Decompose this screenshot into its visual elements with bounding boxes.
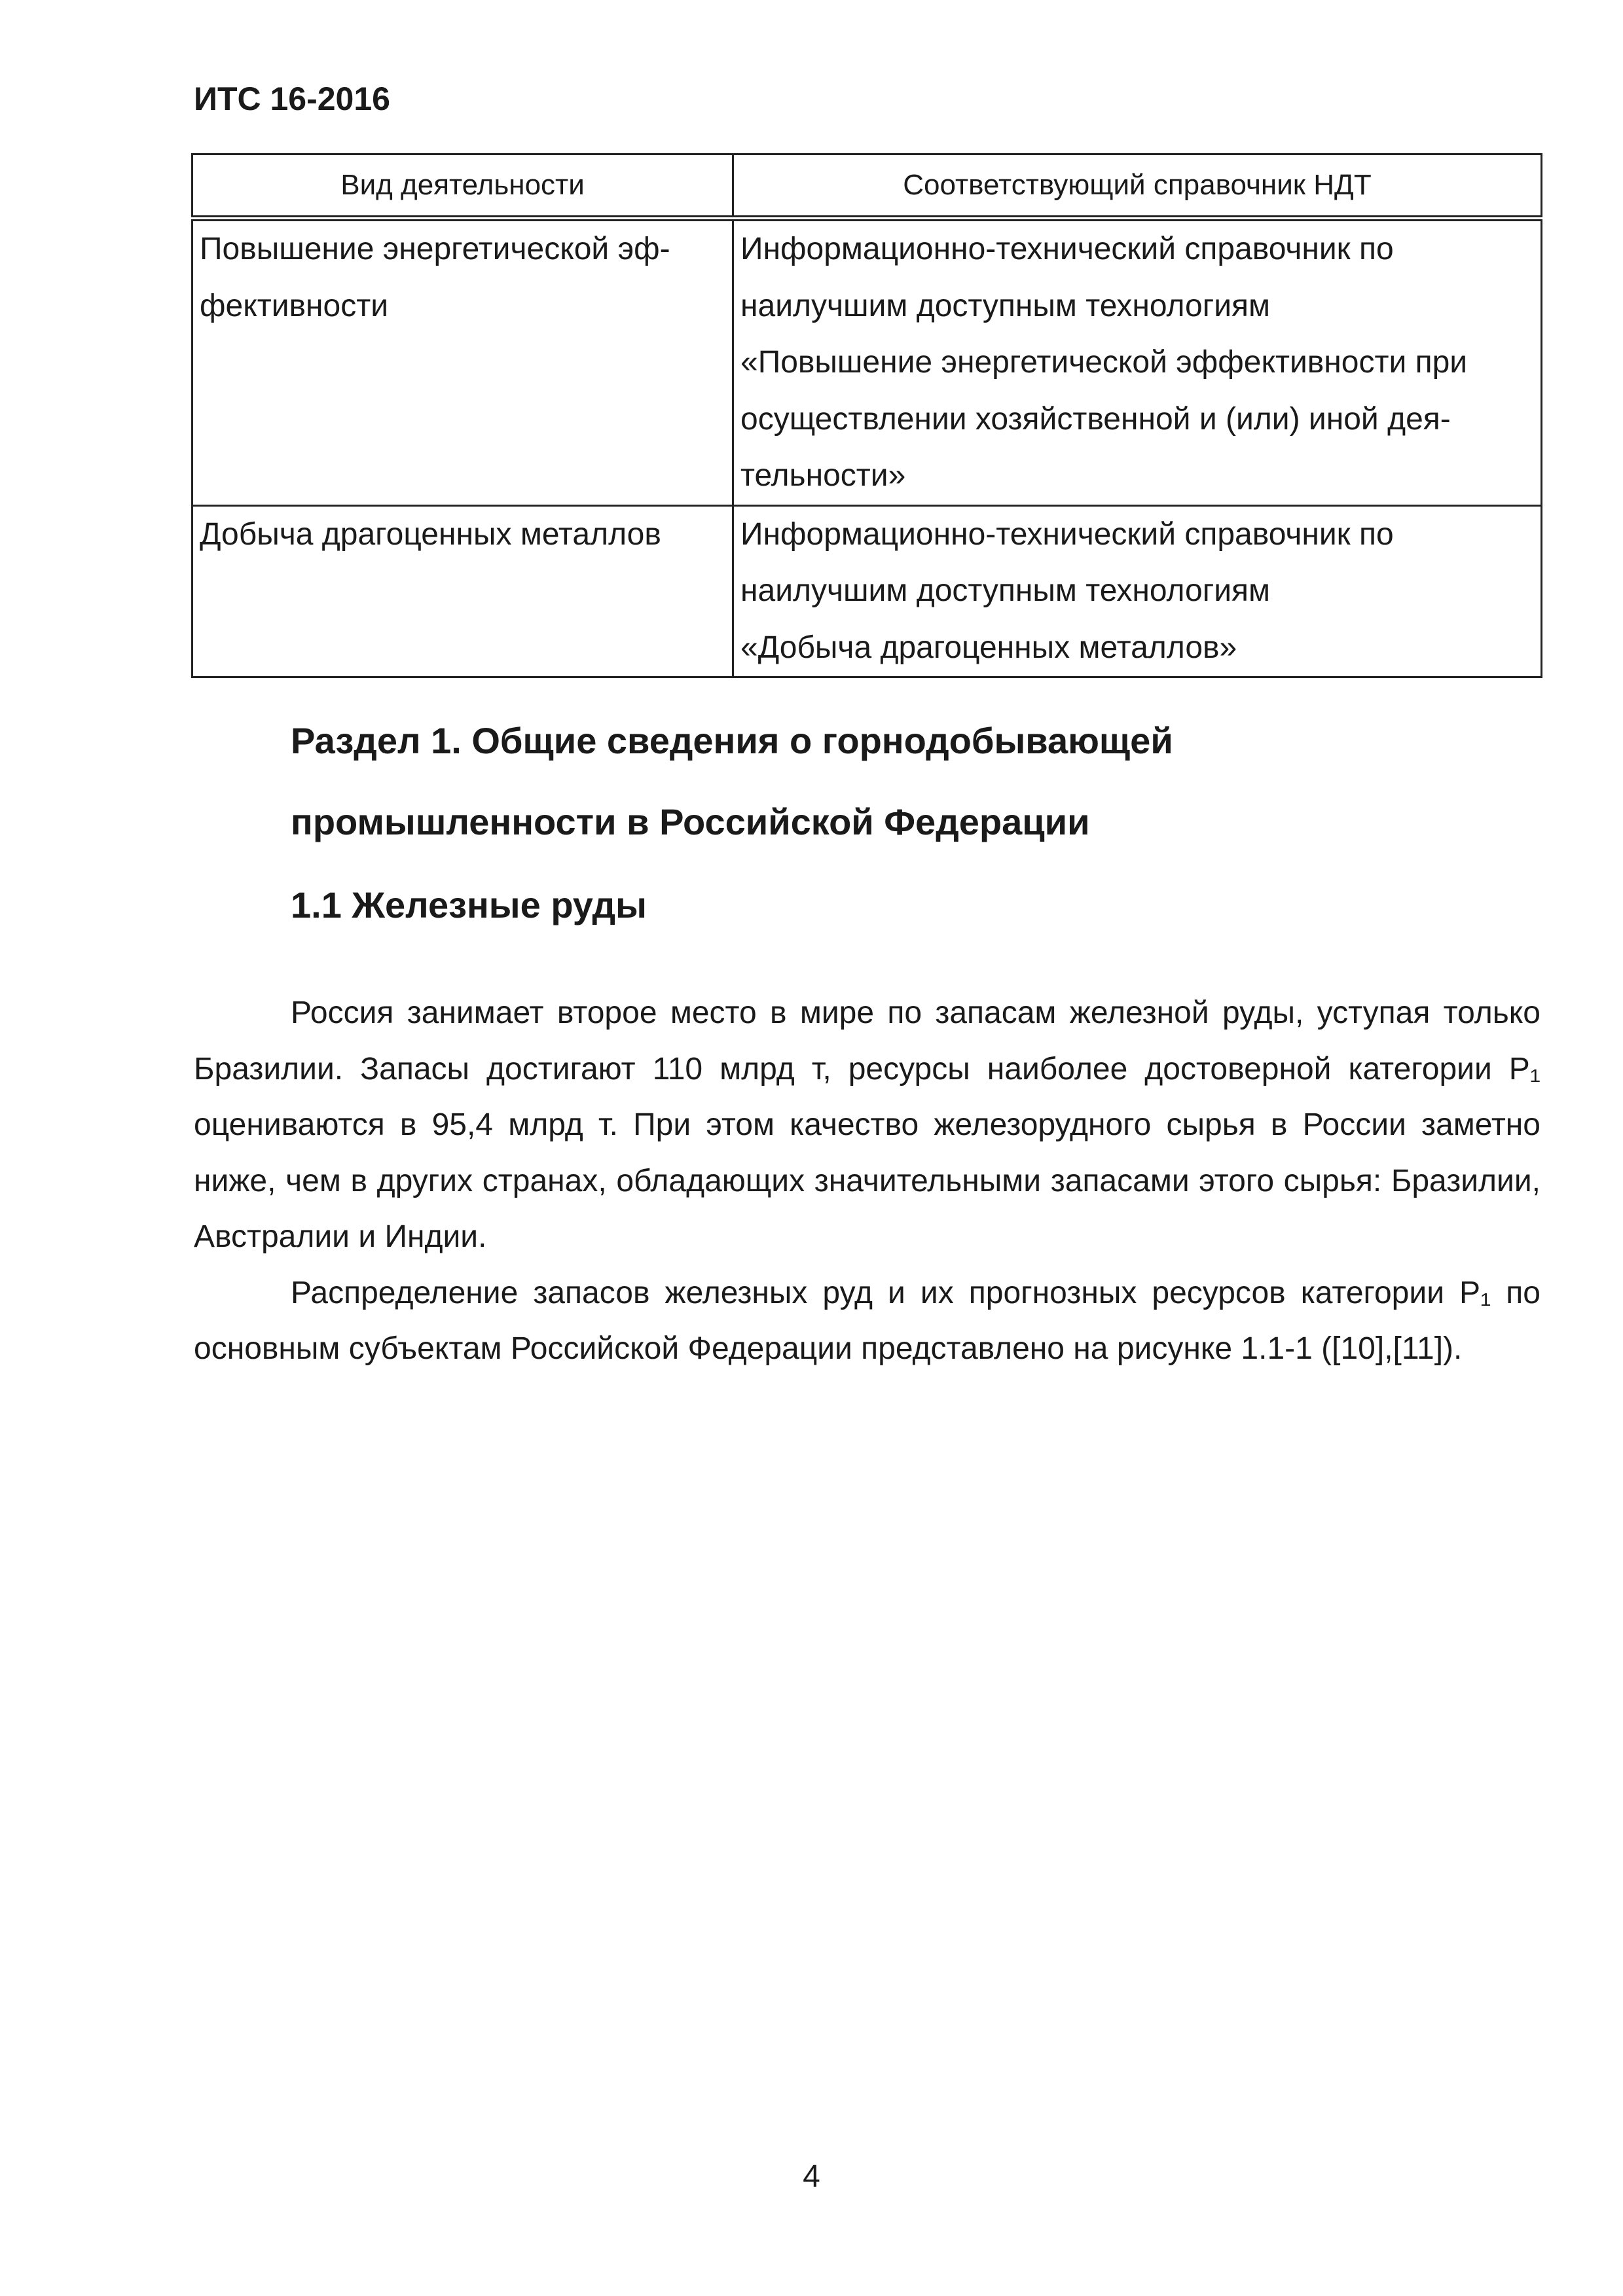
activity-text: Добыча драгоценных металлов <box>200 516 661 552</box>
document-code: ИТС 16-2016 <box>194 81 390 117</box>
body-text <box>194 985 1541 1377</box>
table-row <box>192 505 1542 677</box>
table-header-activity: Вид деятельности <box>192 154 733 219</box>
paragraph: Россия занимает второе место в мире по запасам железной руды, уступая только Бразилии. Запасы достигают 110 млрд т, ресурсы наиболее достоверной категории Р₁ оцениваются в 95,4 млрд т. При этом качество железорудного сырья в России заметно ниже, чем в других странах, обладающих значительными запасами этого сырья: Бразилии, Австралии и Индии. <box>194 996 1541 1254</box>
reference-text: Информационно-технический справочник по наилучшим доступным технологиям «Повышение энергетической эффективности при осуществлении хозяйственной и (или) иной дея- тельности» <box>740 232 1468 493</box>
paragraph: Распределение запасов железных руд и их прогнозных ресурсов категории Р₁ по основным субъектам Российской Федерации представлено на рисунке 1.1-1 ([10],[11]). <box>194 1275 1541 1366</box>
activity-text: Повышение энергетической эф- фективности <box>200 232 670 323</box>
table-cell-reference <box>733 505 1542 677</box>
table-header-reference: Соответствующий справочник НДТ <box>733 154 1542 219</box>
activity-reference-table <box>191 153 1542 678</box>
table-row <box>192 219 1542 506</box>
table-cell-activity <box>192 505 733 677</box>
section-heading: Раздел 1. Общие сведения о горнодобывающей промышленности в Российской Федерации <box>291 720 1173 842</box>
subsection-heading: 1.1 Железные руды <box>291 884 647 925</box>
table-header-row <box>192 154 1542 219</box>
page-number: 4 <box>803 2159 820 2194</box>
table-cell-activity <box>192 219 733 506</box>
reference-text: Информационно-технический справочник по наилучшим доступным технологиям «Добыча драгоценных металлов» <box>740 516 1394 665</box>
table-cell-reference <box>733 219 1542 506</box>
